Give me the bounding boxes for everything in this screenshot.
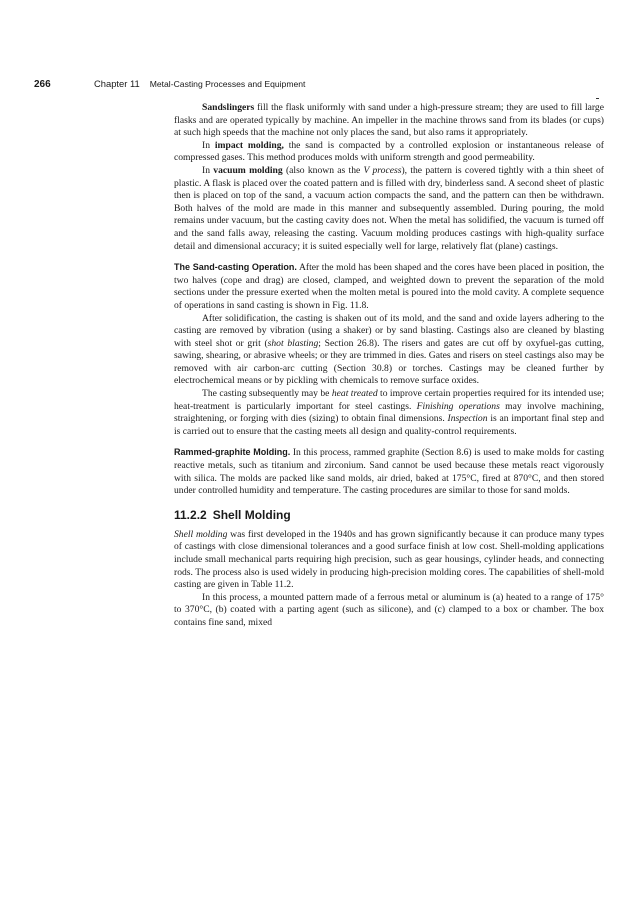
paragraph-text: The casting subsequently may be — [202, 388, 332, 400]
chapter-title: Metal-Casting Processes and Equipment — [149, 79, 306, 89]
paragraph-text: After the mold has been shaped and the cores have been placed in position, the two halves (cope and drag) are closed, clamped, and weighted down to prevent the separation of the mold sections under the pressure exerted when the molten metal is poured into the mold cavity. A complete sequence of operations in sand casting is shown in Fig. 11.8. — [174, 262, 604, 311]
paragraph-text: was first developed in the 1940s and has grown significantly because it can produce many types of castings with close dimensional tolerances and a good surface finish at low cost. Shell-molding applications include small mechanical parts requiring high precision, such as gear housings, cylinder heads, and connecting rods. The process also is used widely in producing high-precision molding cores. The capabilities of shell-mold casting are given in Table 11.2. — [174, 528, 604, 591]
paragraph-text: In — [202, 164, 214, 176]
paragraph-text: ), the pattern is covered tightly with a thin sheet of plastic. A flask is placed over the coated pattern and is filled with dry, binderless sand. A second sheet of plastic then is placed on top of the sand, a vacuum action compacts the sand, and the pattern can then be withdrawn. Both halves of the mold are made in this manner and subsequently assembled. During pouring, the mold remains under vacuum, but the casting cavity does not. When the metal has solidified, the vacuum is turned off and the sand falls away, releasing the casting. Vacuum molding produces castings with high-quality surface detail and dimensional accuracy; it is suited especially well for large, relatively flat (plane) castings. — [174, 164, 604, 252]
paragraph-text: In — [202, 139, 215, 151]
term-finishing-operations: Finishing operations — [416, 400, 500, 412]
term-inspection: Inspection — [447, 413, 488, 425]
body-text — [174, 102, 604, 630]
paragraph-sandslingers — [174, 102, 604, 140]
paragraph-heat-treated — [174, 388, 604, 438]
paragraph-shell-molding — [174, 529, 604, 592]
paragraph-text: (also known as the — [282, 164, 364, 176]
chapter-label: Chapter 11 — [94, 78, 140, 89]
paragraph-text: In this process, rammed graphite (Section 8.6) is used to make molds for casting reactive metals, such as titanium and zirconium. Sand cannot be used because these metals react vigorously with silica. The molds are packed like sand molds, air dried, baked at 175°C, fired at 870°C, and then stored under controlled humidity and temperature. The casting procedures are similar to those for sand molds. — [174, 447, 604, 497]
term-vacuum-molding: vacuum molding — [213, 164, 283, 176]
runin-heading-rammed-graphite: Rammed-graphite Molding. — [174, 447, 291, 458]
term-impact-molding: impact molding, — [214, 139, 284, 151]
paragraph-text: fill the flask uniformly with sand under a high-pressure stream; they are used to fill large flasks and are operated typically by machine. An impeller in the machine throws sand from its blades (or cups) at such high speeds that the machine not only places the sand, but also rams it appropriately. — [174, 102, 604, 139]
term-heat-treated: heat treated — [331, 388, 378, 400]
paragraph-text: is an important final step and is carried out to ensure that the casting meets all design and quality-control requirements. — [174, 413, 604, 437]
paragraph-text: ; Section 26.8). The risers and gates are cut off by oxyfuel-gas cutting, sawing, shearing, or abrasive wheels; or they are trimmed in dies. Gates and risers on steel castings also may be removed with air carbon-arc cutting (Section 30.8) or torches. Castings may be cleaned further by electrochemical means or by pickling with chemicals to remove surface oxides. — [174, 337, 604, 387]
paragraph-sand-casting-operation — [174, 261, 604, 312]
paragraph-shell-process — [174, 592, 604, 630]
paragraph-text: the sand is compacted by a controlled explosion or instantaneous release of compressed gases. This method produces molds with uniform strength and good permeability. — [174, 139, 604, 164]
paragraph-text: In this process, a mounted pattern made of a ferrous metal or aluminum is (a) heated to a range of 175° to 370°C, (b) coated with a parting agent (such as silicone), and (c) clamped to a box or chamber. The box contains fine sand, mixed — [174, 591, 604, 628]
term-v-process: V process — [363, 164, 402, 176]
section-title: Shell Molding — [212, 507, 291, 522]
paragraph-after-solidification — [174, 313, 604, 389]
paragraph-impact-molding — [174, 140, 604, 165]
running-header — [34, 77, 604, 91]
paragraph-rammed-graphite — [174, 446, 604, 497]
section-heading — [174, 508, 604, 523]
paragraph-text: to improve certain properties required for its intended use; heat-treatment is particularly important for steel castings. — [174, 388, 605, 412]
term-shot-blasting: shot blasting — [267, 337, 319, 349]
section-number: 11.2.2 — [174, 507, 207, 522]
page-number: 266 — [34, 79, 51, 90]
term-sandslingers: Sandslingers — [202, 102, 255, 113]
margin-mark — [596, 98, 599, 99]
term-shell-molding: Shell molding — [174, 528, 228, 540]
paragraph-vacuum-molding — [174, 165, 604, 253]
runin-heading-sand-casting: The Sand-casting Operation. — [174, 262, 297, 273]
paragraph-text: After solidification, the casting is shaken out of its mold, and the sand and oxide layers adhering to the casting are removed by vibration (using a shaker) or by sand blasting. Castings also are cleaned by blasting with steel shot or grit ( — [174, 312, 604, 349]
paragraph-text: may involve machining, straightening, or forging with dies (sizing) to obtain final dimensions. — [174, 400, 604, 425]
